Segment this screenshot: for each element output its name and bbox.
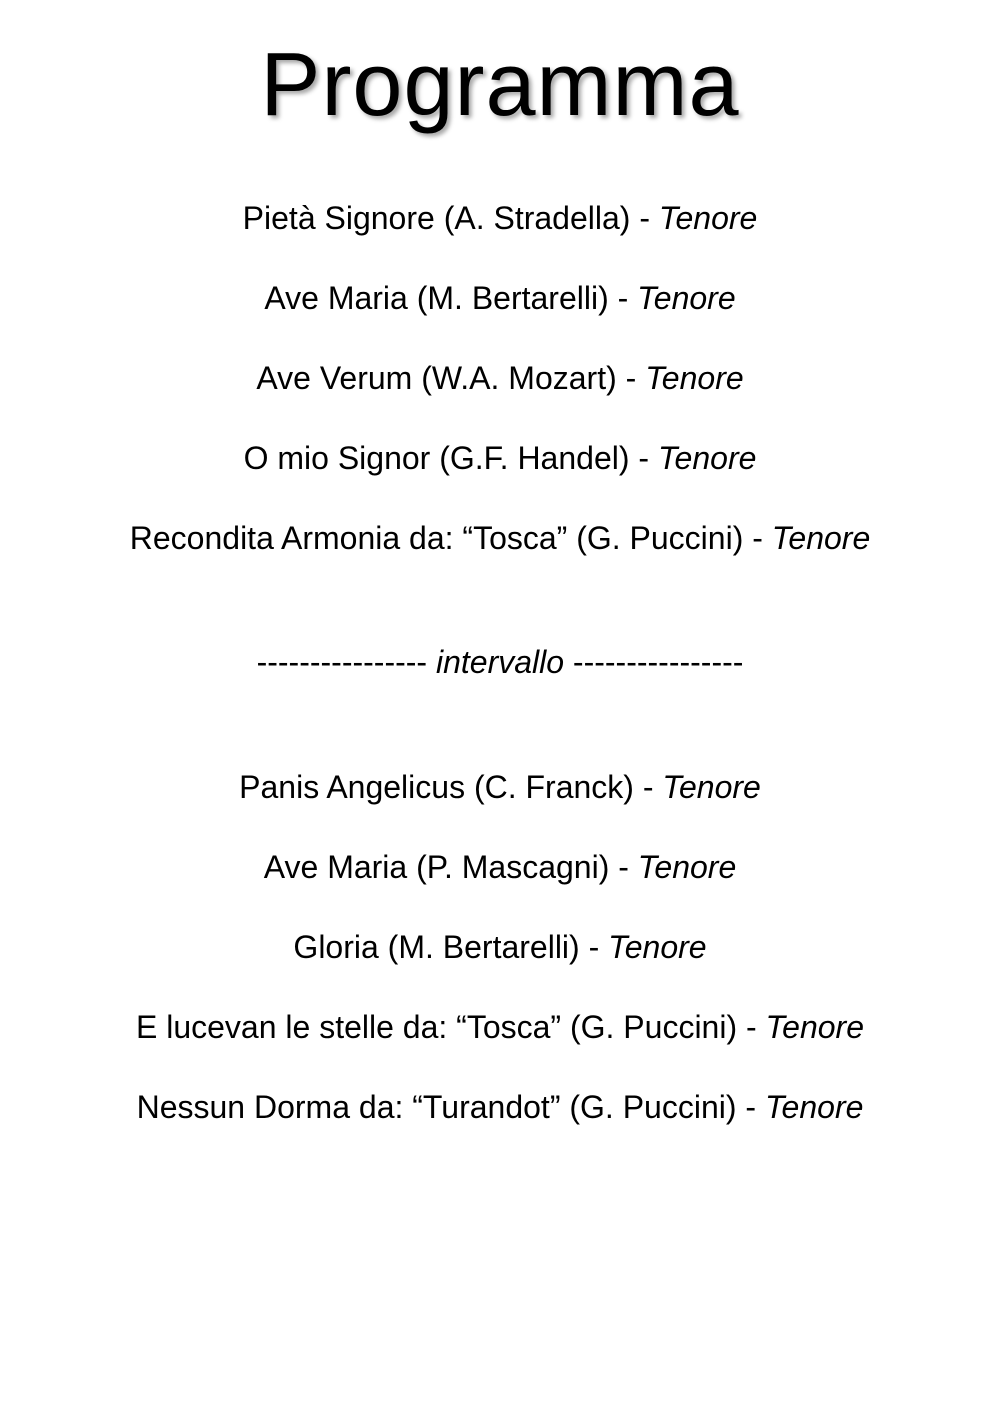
voice-type: Tenore bbox=[637, 280, 736, 316]
separator: - bbox=[746, 1009, 757, 1045]
separator: - bbox=[625, 360, 637, 396]
intermission-dashes-right: ---------------- bbox=[572, 644, 744, 680]
intermission-line bbox=[0, 640, 1000, 684]
separator: - bbox=[639, 200, 650, 236]
piece-title: O mio Signor (G.F. Handel) bbox=[243, 440, 630, 476]
separator: - bbox=[618, 849, 629, 885]
voice-type: Tenore bbox=[771, 520, 871, 556]
intermission-dashes-left: ---------------- bbox=[256, 644, 428, 680]
piece-title: E lucevan le stelle da: “Tosca” (G. Puccini) bbox=[135, 1009, 738, 1045]
piece-title: Ave Verum (W.A. Mozart) bbox=[256, 360, 617, 396]
program-item bbox=[0, 196, 1000, 276]
piece-title: Ave Maria (P. Mascagni) bbox=[263, 849, 610, 885]
program-part-one bbox=[0, 196, 1000, 596]
separator: - bbox=[745, 1089, 757, 1125]
voice-type: Tenore bbox=[608, 929, 707, 965]
voice-type: Tenore bbox=[658, 200, 758, 236]
page-title: Programma bbox=[260, 35, 740, 135]
piece-title: Pietà Signore (A. Stradella) bbox=[242, 200, 631, 236]
program-item bbox=[0, 765, 1000, 845]
piece-title: Nessun Dorma da: “Turandot” (G. Puccini) bbox=[136, 1089, 737, 1125]
program-item bbox=[0, 516, 1000, 596]
program-item bbox=[0, 845, 1000, 925]
piece-title: Panis Angelicus (C. Franck) bbox=[239, 769, 634, 805]
separator: - bbox=[638, 440, 650, 476]
separator: - bbox=[752, 520, 763, 556]
separator: - bbox=[642, 769, 654, 805]
piece-title: Ave Maria (M. Bertarelli) bbox=[264, 280, 609, 316]
piece-title: Gloria (M. Bertarelli) bbox=[293, 929, 580, 965]
program-part-two bbox=[0, 765, 1000, 1165]
voice-type: Tenore bbox=[657, 440, 757, 476]
program-item bbox=[0, 276, 1000, 356]
intermission-label: intervallo bbox=[435, 644, 565, 680]
program-item bbox=[0, 436, 1000, 516]
program-item bbox=[0, 356, 1000, 436]
program-item bbox=[0, 1005, 1000, 1085]
voice-type: Tenore bbox=[764, 1089, 864, 1125]
piece-title: Recondita Armonia da: “Tosca” (G. Puccini) bbox=[129, 520, 744, 556]
program-item bbox=[0, 1085, 1000, 1165]
program-item bbox=[0, 925, 1000, 1005]
separator: - bbox=[617, 280, 629, 316]
voice-type: Tenore bbox=[765, 1009, 864, 1045]
separator: - bbox=[588, 929, 600, 965]
voice-type: Tenore bbox=[662, 769, 761, 805]
voice-type: Tenore bbox=[637, 849, 737, 885]
voice-type: Tenore bbox=[645, 360, 744, 396]
